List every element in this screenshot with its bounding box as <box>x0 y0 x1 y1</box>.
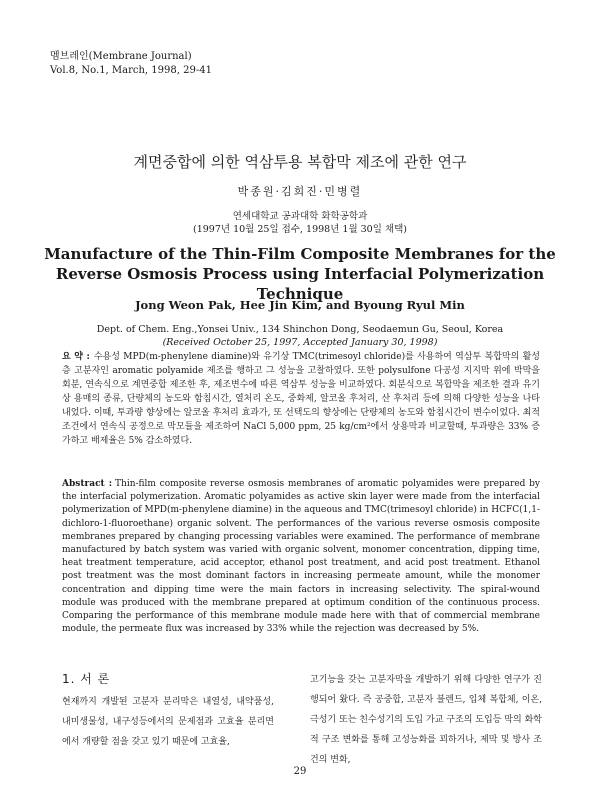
korean-dates: (1997년 10월 25일 접수, 1998년 1월 30일 채택) <box>192 224 407 235</box>
english-affiliation: Dept. of Chem. Eng.,Yonsei Univ., 134 Shinchon Dong, Seodaemun Gu, Seoul, Korea <box>96 324 504 335</box>
journal-header <box>50 50 212 78</box>
korean-abstract <box>62 350 540 448</box>
english-abstract-label: Abstract : <box>62 479 113 489</box>
korean-authors: 박종원·김희진·민병렬 <box>237 185 363 198</box>
body-left-column: 현재까지 개발된 고분자 분리막은 내열성, 내약품성, 내미생물성, 내구성등에서의 문제점과 고효율 분리면에서 개량할 점을 갖고 있기 때문에 고효율, <box>62 697 274 747</box>
english-affiliation-block <box>0 323 600 349</box>
english-abstract-text: Thin-film composite reverse osmosis membranes of aromatic polyamides were prepared by the interfacial polymerization. Aromatic polyamides as active skin layer were made from the interfacial polymerization of MPD(m-phenylene diamine) in the aqueous and TMC(trimesoyl chloride) in HCFC(1,1-dichloro-1-fluoroethane) organic solvent. The performances of the various reverse osmosis composite membranes prepared by changing processing variables were examined. The performance of membrane manufactured by batch system was varied with organic solvent, monomer concentration, dipping time, heat treatment temperature, acid acceptor, ethanol post treatment, and acid post treatment. Ethanol post treatment was the most dominant factors in increasing permeate amount, while the monomer concentration and dipping time were the main factors in increasing selectivity. The spiral-wound module was produced with the membrane prepared at optimum condition of the continuous process. Comparing the performance of this membrane module made here with that of commercial membrane module, the permeate flux was increased by 33% while the rejection was decreased by 5%. <box>62 479 540 635</box>
section-heading: 1. 서 론 <box>62 672 111 686</box>
korean-abstract-text: 수용성 MPD(m-phenylene diamine)와 유기상 TMC(trimesoyl chloride)를 사용하여 역삼투 복합막의 활성층 고분자인 aromatic polyamide 제조를 행하고 그 성능을 고찰하였다. 또한 polysulfone 다공성 지지막 위에 박막을 회분, 연속식으로 계면중합 제조한 후, 제조변수에 따른 역삼투 성능을 비교하였다. 회분식으로 복합막을 제조한 결과 유기상 용매의 종류, 단량체의 농도와 함침시간, 열처리 온도, 중화제, 알코올 후처리, 산 후처리 등에 의해 다양한 성능을 나타내었다. 이때, 투과량 향상에는 알코올 후처리 효과가, 또 선택도의 향상에는 단량체의 농도와 함침시간이 변수이었다. 최적조건에서 연속식 공정으로 막모듈을 제조하여 NaCl 5,000 ppm, 25 kg/cm²에서 상용막과 비교할때, 투과량은 33% 증가하고 배제율은 5% 감소하였다. <box>62 352 540 446</box>
korean-affiliation-block <box>0 210 600 236</box>
page-number: 29 <box>293 766 307 777</box>
english-abstract <box>62 478 540 636</box>
korean-title: 계면중합에 의한 역삼투용 복합막 제조에 관한 연구 <box>133 153 467 171</box>
english-title: Manufacture of the Thin-Film Composite Membranes for the Reverse Osmosis Process using Interfacial Polymerization Technique <box>44 245 556 303</box>
body-right-column: 고기능을 갖는 고분자막을 개발하기 위해 다양한 연구가 진행되어 왔다. 즉 공중합, 고분자 블렌드, 입체 복합체, 이온, 극성기 또는 친수성기의 도입 가교 구조의 도입등 막의 화학적 구조 변화를 통해 고성능화를 꾀하거나, 제막 및 방사 조건의 변화, <box>310 675 542 765</box>
english-authors: Jong Weon Pak, Hee Jin Kim, and Byoung Ryul Min <box>135 298 465 312</box>
journal-name: 멤브레인(Membrane Journal) <box>50 51 192 62</box>
received-dates: (Received October 25, 1997, Accepted January 30, 1998) <box>162 337 438 348</box>
korean-affiliation: 연세대학교 공과대학 화학공학과 <box>232 211 368 222</box>
journal-issue: Vol.8, No.1, March, 1998, 29-41 <box>50 65 212 76</box>
korean-abstract-label: 요 약 : <box>62 352 90 362</box>
